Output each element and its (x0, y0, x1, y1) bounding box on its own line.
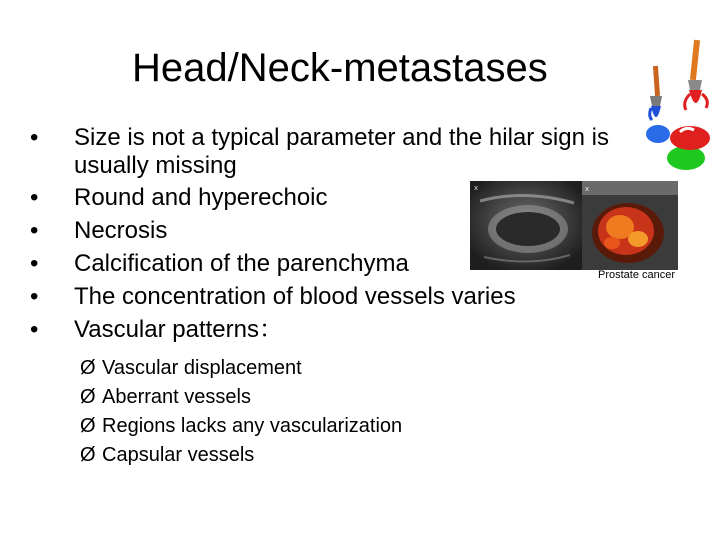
bullet-item (30, 316, 670, 344)
svg-text:x: x (585, 185, 590, 193)
image-caption: Prostate cancer (598, 269, 676, 281)
bullet-text: The concentration of blood vessels varies (74, 283, 516, 310)
bullet-dot: • (30, 316, 39, 343)
bullet-list (30, 124, 670, 349)
arrow-bullet-icon: Ø (80, 357, 96, 379)
bullet-text: Size is not a typical parameter and the hilar sign is usually missing (74, 124, 609, 179)
sub-bullet-text: Regions lacks any vascularization (102, 415, 403, 437)
sub-bullet-text: Vascular displacement (102, 357, 302, 379)
bullet-dot: • (30, 283, 39, 310)
sub-bullet-item (80, 383, 402, 412)
sub-bullet-text: Capsular vessels (102, 444, 255, 466)
bullet-item (30, 124, 670, 180)
bullet-item (30, 283, 670, 311)
sub-bullet-item (80, 354, 402, 383)
arrow-bullet-icon: Ø (80, 415, 96, 437)
bullet-text: Calcification of the parenchyma (74, 250, 409, 277)
bullet-dot: • (30, 250, 39, 277)
bullet-text: Vascular patterns： (74, 316, 283, 343)
arrow-bullet-icon: Ø (80, 444, 96, 466)
slide-title: Head/Neck-metastases (132, 46, 548, 90)
bullet-dot: • (30, 124, 39, 151)
bullet-text: Round and hyperechoic (74, 184, 328, 211)
paintbrush-clipart-icon (636, 36, 720, 176)
sub-bullet-text: Aberrant vessels (102, 386, 251, 408)
bullet-dot: • (30, 184, 39, 211)
sub-bullet-item (80, 441, 402, 470)
arrow-bullet-icon: Ø (80, 386, 96, 408)
bullet-item (30, 250, 670, 278)
svg-text:x: x (474, 184, 479, 192)
bullet-dot: • (30, 217, 39, 244)
sub-bullet-item (80, 412, 402, 441)
sub-bullet-list (80, 354, 402, 470)
bullet-text: Necrosis (74, 217, 168, 244)
bullet-item (30, 184, 670, 212)
bullet-item (30, 217, 670, 245)
